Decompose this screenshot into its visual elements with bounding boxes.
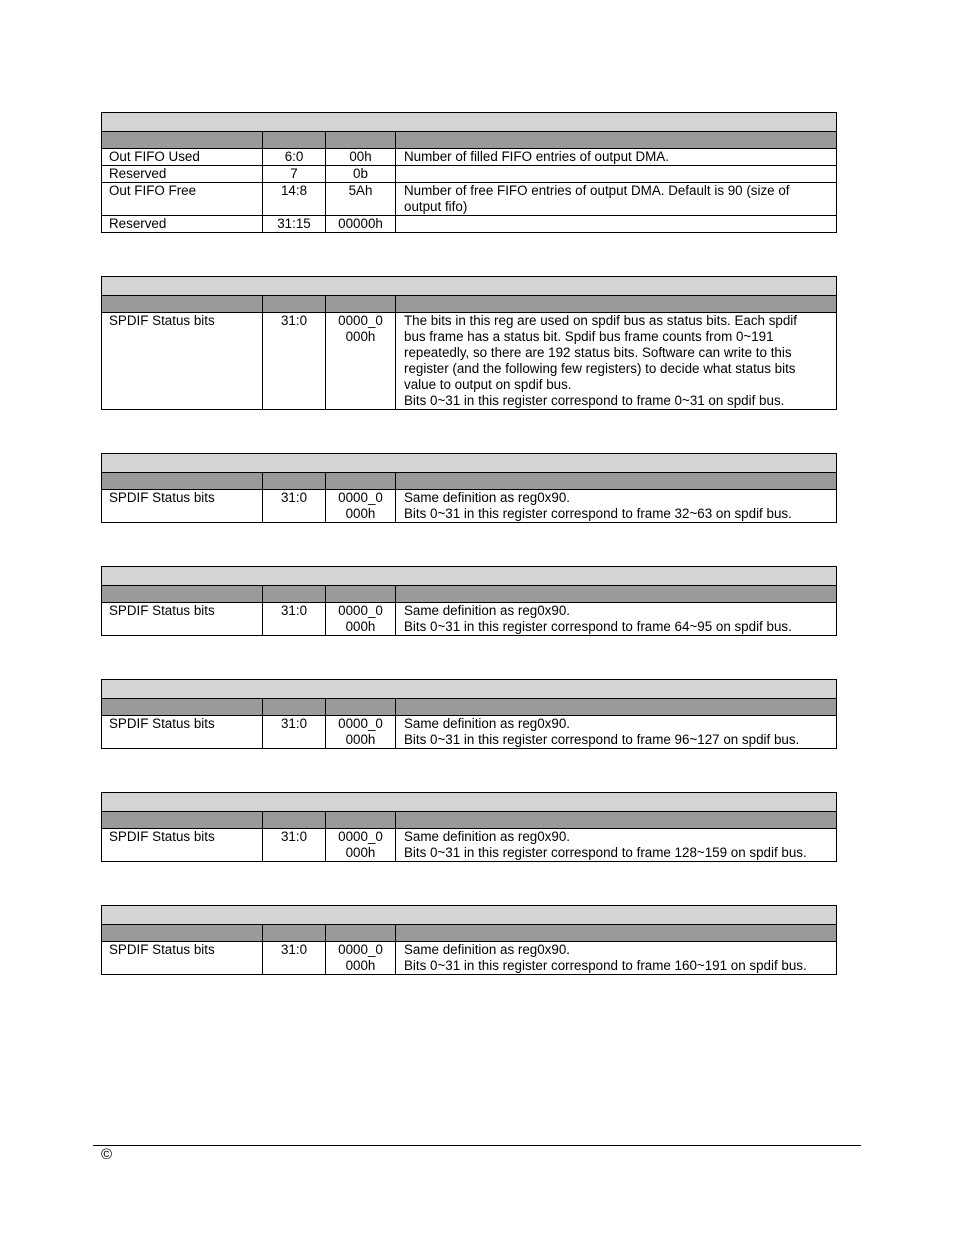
table-title-bar <box>102 113 836 132</box>
field-name: SPDIF Status bits <box>102 716 263 748</box>
table-header <box>102 586 836 603</box>
table-row <box>102 942 836 974</box>
reset-value: 5Ah <box>326 183 396 215</box>
field-name: SPDIF Status bits <box>102 829 263 861</box>
field-description: Number of filled FIFO entries of output DMA. <box>404 149 669 164</box>
reset-value: 0000_0 000h <box>326 829 396 861</box>
field-description <box>396 166 836 182</box>
table-row <box>102 216 836 232</box>
table-title-bar <box>102 793 836 812</box>
register-table <box>101 905 837 975</box>
table-header <box>102 699 836 716</box>
table-row <box>102 149 836 166</box>
reset-value: 0000_0 000h <box>326 603 396 635</box>
bit-range: 31:15 <box>263 216 326 232</box>
bit-range: 31:0 <box>263 716 326 748</box>
reset-value: 0000_0 000h <box>326 942 396 974</box>
register-table <box>101 453 837 523</box>
table-title-bar <box>102 680 836 699</box>
table-row <box>102 313 836 409</box>
field-name: Reserved <box>102 166 263 182</box>
field-name: Out FIFO Used <box>102 149 263 165</box>
field-name: Out FIFO Free <box>102 183 263 215</box>
table-title-bar <box>102 906 836 925</box>
footer-divider <box>93 1145 861 1146</box>
register-table <box>101 112 837 233</box>
field-description: Same definition as reg0x90. Bits 0~31 in this register correspond to frame 160~191 on spdif bus. <box>404 942 807 973</box>
table-title-bar <box>102 567 836 586</box>
field-name: SPDIF Status bits <box>102 603 263 635</box>
table-header <box>102 925 836 942</box>
copyright-symbol: © <box>101 1146 113 1163</box>
bit-range: 14:8 <box>263 183 326 215</box>
field-description <box>396 216 836 232</box>
reset-value: 00h <box>326 149 396 165</box>
table-title-bar <box>102 454 836 473</box>
field-description: The bits in this reg are used on spdif bus as status bits. Each spdif bus frame has a status bit. Spdif bus frame counts from 0~191 repeatedly, so there are 192 status bits. Software can write to this register (and the following few registers) to decide what status bits value to output on spdif bus. Bits 0~31 in this register correspond to frame 0~31 on spdif bus. <box>404 313 798 408</box>
table-row <box>102 603 836 635</box>
table-row <box>102 716 836 748</box>
field-description: Same definition as reg0x90. Bits 0~31 in this register correspond to frame 32~63 on spdif bus. <box>404 490 792 521</box>
reset-value: 0000_0 000h <box>326 716 396 748</box>
bit-range: 31:0 <box>263 829 326 861</box>
field-description: Same definition as reg0x90. Bits 0~31 in this register correspond to frame 128~159 on spdif bus. <box>404 829 807 860</box>
table-header <box>102 473 836 490</box>
register-table <box>101 792 837 862</box>
reset-value: 0000_0 000h <box>326 313 396 409</box>
reset-value: 00000h <box>326 216 396 232</box>
table-row <box>102 490 836 522</box>
field-description: Same definition as reg0x90. Bits 0~31 in this register correspond to frame 64~95 on spdif bus. <box>404 603 792 634</box>
field-name: SPDIF Status bits <box>102 942 263 974</box>
bit-range: 31:0 <box>263 313 326 409</box>
table-title-bar <box>102 277 836 296</box>
bit-range: 31:0 <box>263 490 326 522</box>
field-description: Same definition as reg0x90. Bits 0~31 in this register correspond to frame 96~127 on spdif bus. <box>404 716 800 747</box>
bit-range: 31:0 <box>263 942 326 974</box>
table-row <box>102 829 836 861</box>
table-header <box>102 296 836 313</box>
table-header <box>102 812 836 829</box>
bit-range: 6:0 <box>263 149 326 165</box>
register-table <box>101 679 837 749</box>
field-name: SPDIF Status bits <box>102 490 263 522</box>
bit-range: 31:0 <box>263 603 326 635</box>
register-table <box>101 566 837 636</box>
register-table <box>101 276 837 410</box>
table-row <box>102 166 836 183</box>
table-row <box>102 183 836 216</box>
field-description: Number of free FIFO entries of output DMA. Default is 90 (size of output fifo) <box>404 183 790 214</box>
field-name: Reserved <box>102 216 263 232</box>
table-header <box>102 132 836 149</box>
reset-value: 0000_0 000h <box>326 490 396 522</box>
bit-range: 7 <box>263 166 326 182</box>
field-name: SPDIF Status bits <box>102 313 263 409</box>
reset-value: 0b <box>326 166 396 182</box>
